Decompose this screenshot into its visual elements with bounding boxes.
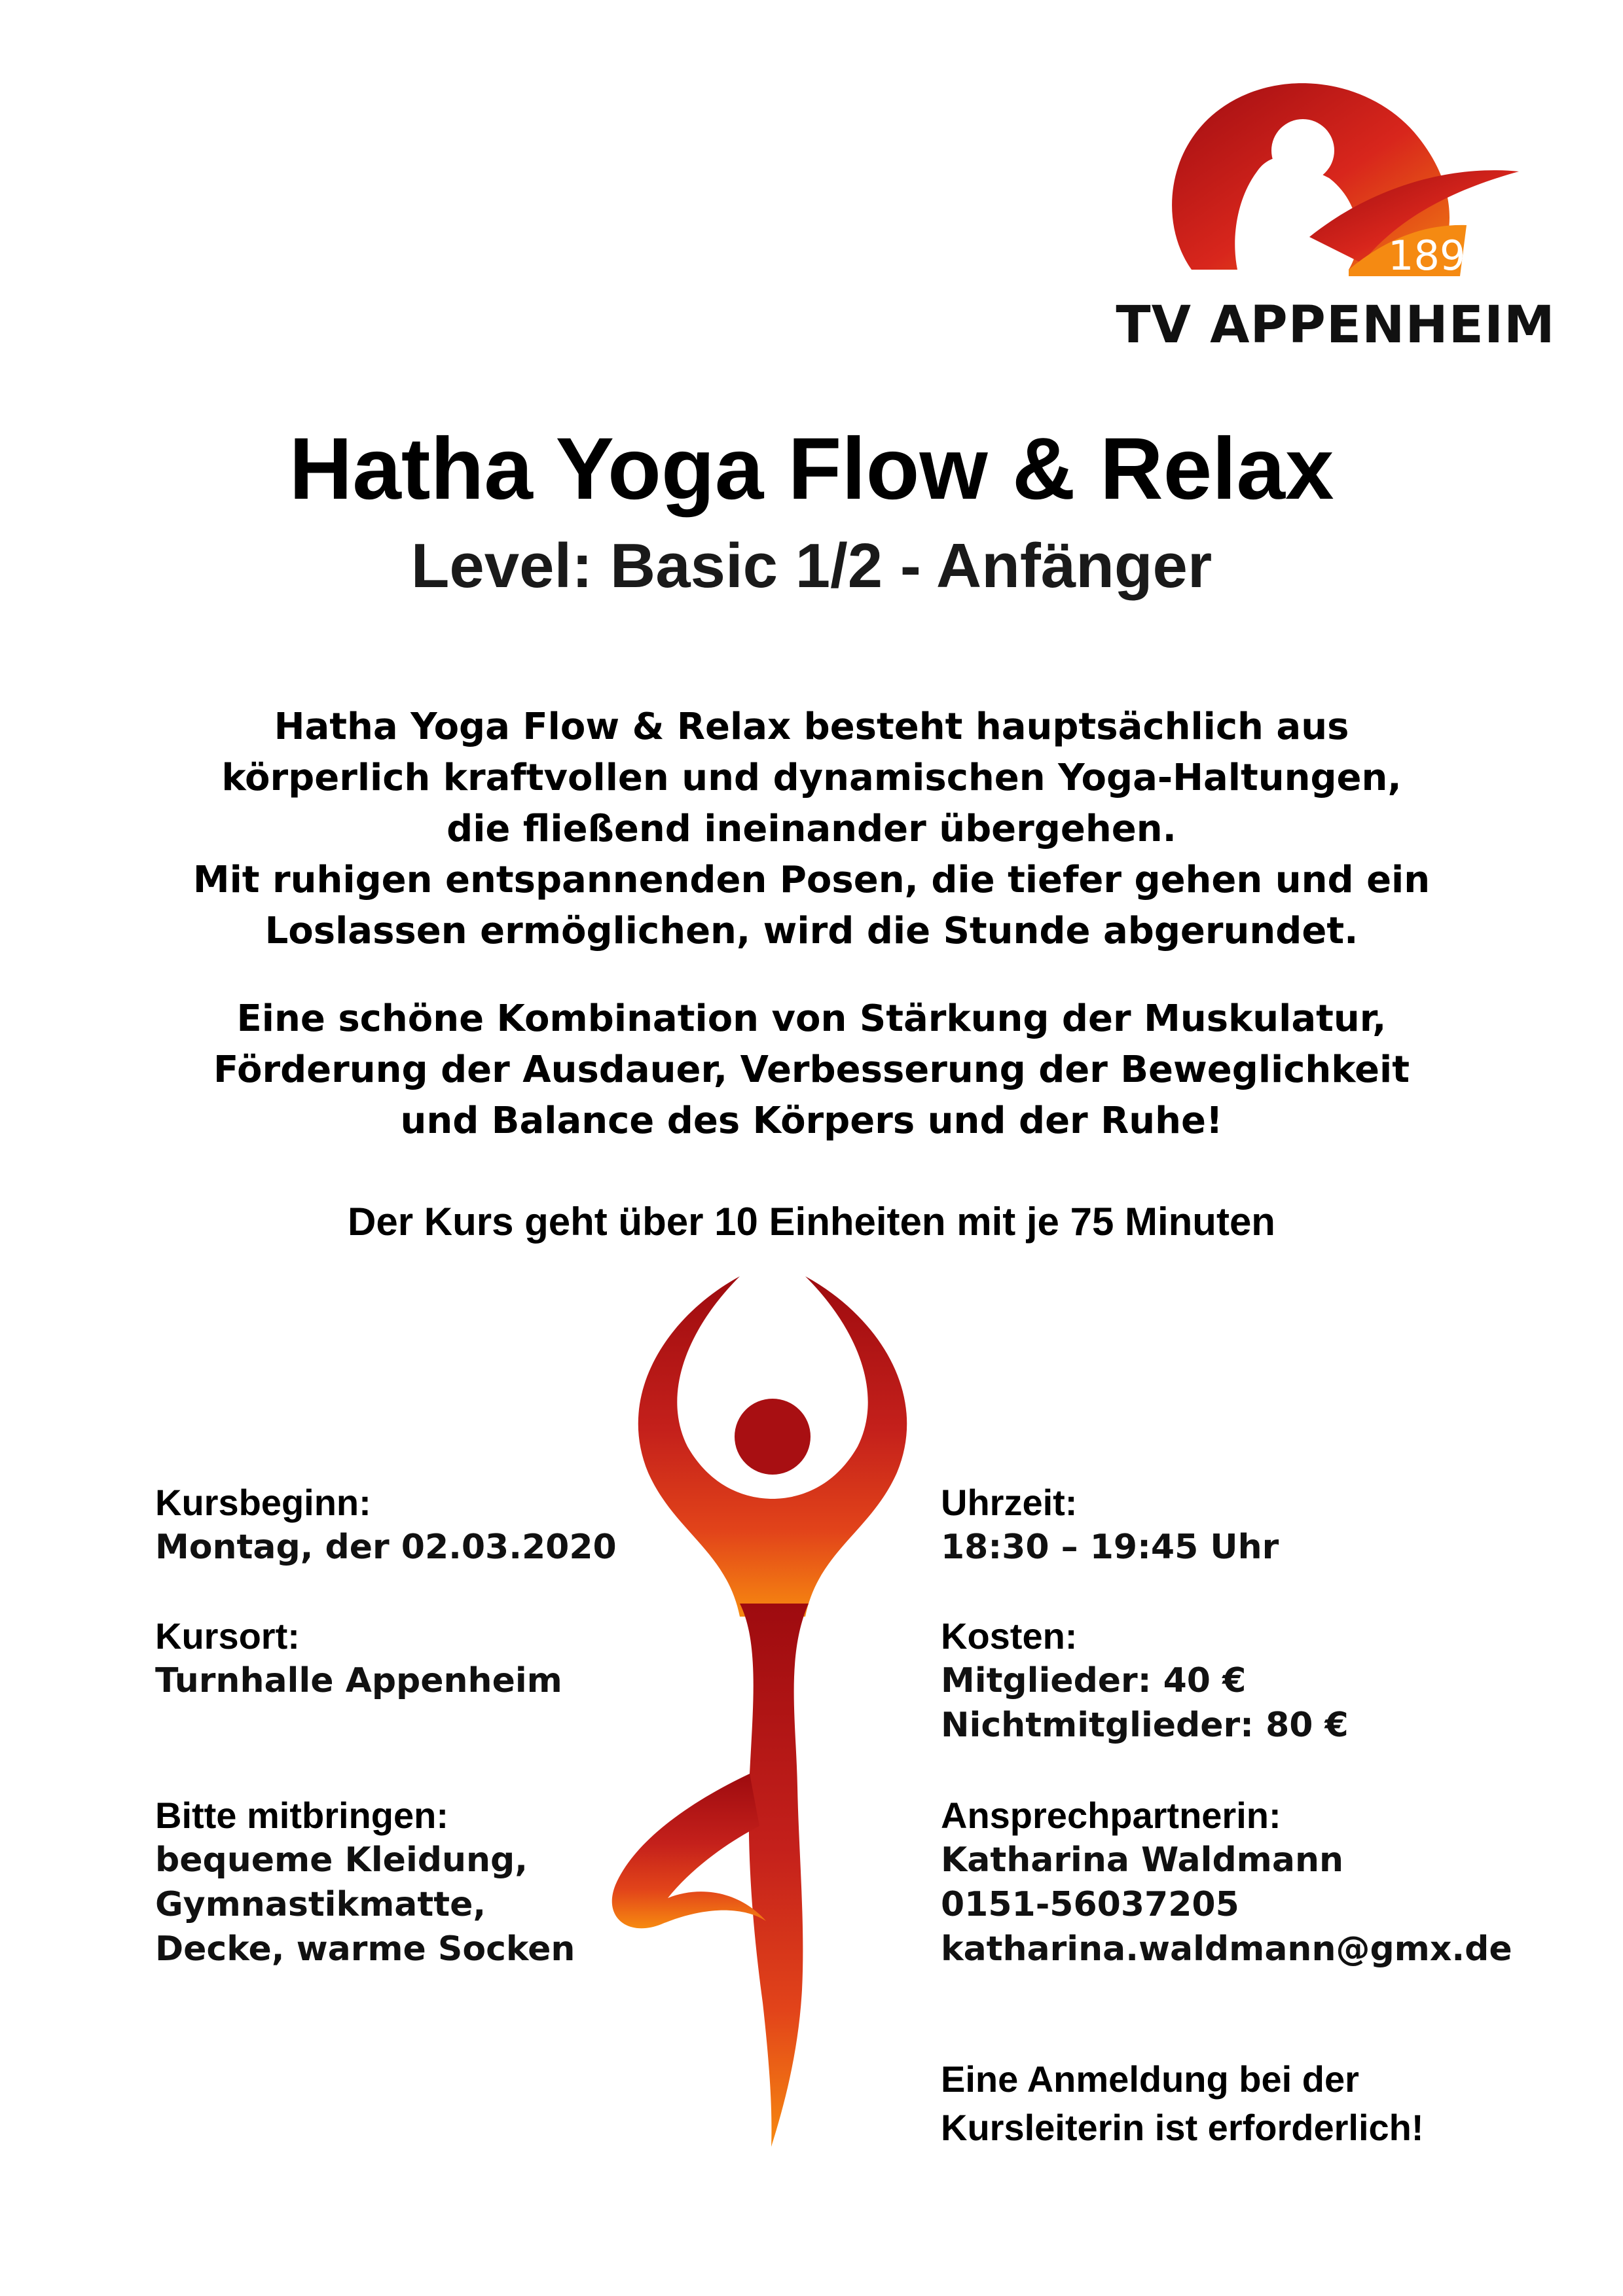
yoga-figure-illustration bbox=[589, 1276, 956, 2147]
description-paragraph-2 bbox=[0, 994, 1623, 1147]
description-line: Eine schöne Kombination von Stärkung der Muskulatur, bbox=[236, 997, 1387, 1040]
description-line: körperlich kraftvollen und dynamischen Yoga-Haltungen, bbox=[221, 757, 1402, 799]
cost-members: Mitglieder: 40 € bbox=[941, 1661, 1247, 1700]
course-costs bbox=[941, 1614, 1349, 1748]
bring-item: bequeme Kleidung, bbox=[155, 1840, 528, 1880]
registration-note bbox=[941, 2055, 1424, 2152]
description-line: Hatha Yoga Flow & Relax besteht hauptsächlich aus bbox=[274, 706, 1349, 748]
course-time-value: 18:30 – 19:45 Uhr bbox=[941, 1528, 1279, 1567]
description-line: die fließend ineinander übergehen. bbox=[447, 808, 1176, 850]
bring-item: Decke, warme Socken bbox=[155, 1929, 575, 1969]
course-start-label: Kursbeginn: bbox=[155, 1482, 371, 1523]
club-logo bbox=[1152, 73, 1545, 283]
contact-phone[interactable]: 0151-56037205 bbox=[941, 1885, 1239, 1924]
course-start-date: Montag, der 02.03.2020 bbox=[155, 1528, 617, 1567]
registration-note-line: Kursleiterin ist erforderlich! bbox=[941, 2107, 1424, 2148]
course-time bbox=[941, 1480, 1279, 1570]
level-subtitle: Level: Basic 1/2 - Anfänger bbox=[410, 531, 1213, 601]
cost-non-members: Nichtmitglieder: 80 € bbox=[941, 1706, 1349, 1745]
page-title: Hatha Yoga Flow & Relax bbox=[289, 420, 1334, 518]
description-line: Mit ruhigen entspannenden Posen, die tiefer gehen und ein bbox=[192, 859, 1431, 901]
course-duration: Der Kurs geht über 10 Einheiten mit je 75 Minuten bbox=[348, 1200, 1275, 1244]
description-line: Förderung der Ausdauer, Verbesserung der Beweglichkeit bbox=[213, 1049, 1410, 1091]
contact-person bbox=[941, 1793, 1512, 1971]
course-time-label: Uhrzeit: bbox=[941, 1482, 1078, 1523]
contact-name: Katharina Waldmann bbox=[941, 1840, 1343, 1880]
course-costs-label: Kosten: bbox=[941, 1615, 1078, 1657]
description-line: Loslassen ermöglichen, wird die Stunde abgerundet. bbox=[264, 910, 1359, 952]
bring-items bbox=[155, 1793, 575, 1971]
club-name: TV APPENHEIM bbox=[1116, 296, 1556, 355]
logo-year: 1891 bbox=[1388, 232, 1491, 279]
course-location-value: Turnhalle Appenheim bbox=[155, 1661, 562, 1700]
description-paragraph-1 bbox=[0, 702, 1623, 957]
course-location bbox=[155, 1614, 562, 1703]
registration-note-line: Eine Anmeldung bei der bbox=[941, 2058, 1359, 2100]
course-location-label: Kursort: bbox=[155, 1615, 300, 1657]
description-line: und Balance des Körpers und der Ruhe! bbox=[400, 1100, 1223, 1142]
contact-label: Ansprechpartnerin: bbox=[941, 1795, 1281, 1836]
course-start bbox=[155, 1480, 617, 1570]
bring-items-label: Bitte mitbringen: bbox=[155, 1795, 448, 1836]
bring-item: Gymnastikmatte, bbox=[155, 1885, 486, 1924]
contact-email[interactable]: katharina.waldmann@gmx.de bbox=[941, 1929, 1512, 1969]
